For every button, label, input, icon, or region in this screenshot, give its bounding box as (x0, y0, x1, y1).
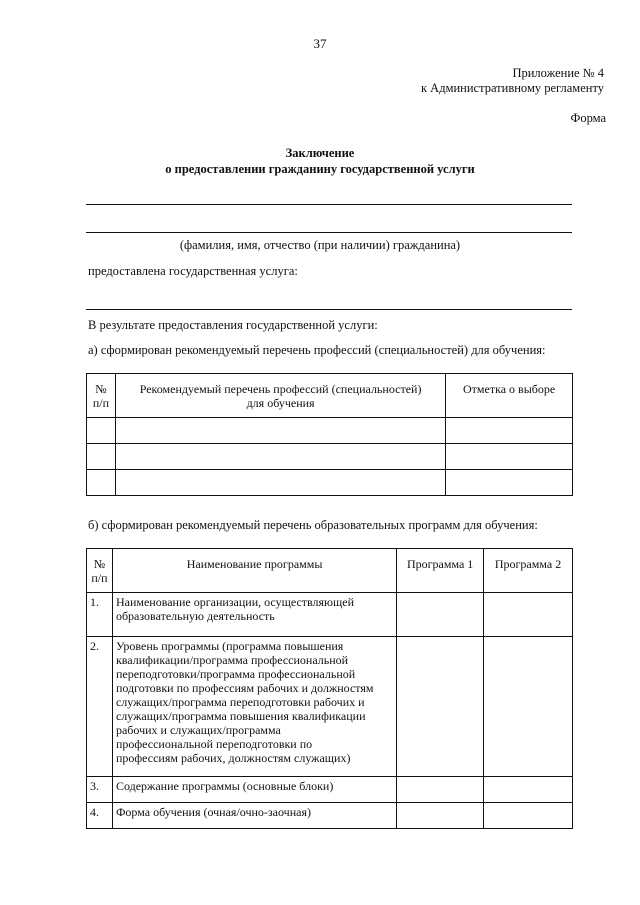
section-b-label: б) сформирован рекомендуемый перечень образовательных программ для обучения: (88, 518, 538, 532)
appendix-reference: к Административному регламенту (420, 81, 604, 95)
header-profession-line1: Рекомендуемый перечень профессий (специальностей) (139, 381, 422, 396)
form-label: Форма (570, 111, 606, 125)
service-provided-label: предоставлена государственная услуга: (88, 264, 298, 278)
cell-program-attribute (112, 637, 396, 777)
cell-number: 4. (87, 803, 113, 829)
table-row (87, 444, 573, 470)
header-program-2 (484, 549, 573, 593)
header-number (87, 549, 113, 593)
row-text-line: образовательную деятельность (115, 609, 275, 623)
document-subtitle: о предоставлении гражданину государственной услуги (165, 162, 475, 176)
name-caption: (фамилия, имя, отчество (при наличии) гражданина) (179, 238, 461, 252)
cell-program-1[interactable] (397, 777, 484, 803)
professions-table (86, 373, 573, 496)
header-program-name (112, 549, 396, 593)
table-row (87, 470, 573, 496)
table-row (87, 803, 573, 829)
table-header-row (87, 374, 573, 418)
row-text-line: Наименование организации, осуществляющей (115, 595, 355, 609)
header-program-2-label: Программа 2 (494, 557, 562, 571)
table-header-row (87, 549, 573, 593)
table-row (87, 637, 573, 777)
row-text-line: подготовки по профессиям рабочих и должностям (115, 681, 374, 695)
cell-program-1[interactable] (397, 803, 484, 829)
cell-program-1[interactable] (397, 593, 484, 637)
service-blank-line[interactable] (86, 309, 572, 310)
header-profession-list (115, 374, 445, 418)
cell-profession[interactable] (115, 470, 445, 496)
row-text-line: служащих/программа повышения квалификации (115, 709, 366, 723)
name-blank-line-1[interactable] (86, 204, 572, 205)
cell-program-attribute (112, 593, 396, 637)
table-row (87, 418, 573, 444)
cell-number[interactable] (87, 470, 116, 496)
header-program-1-label: Программа 1 (406, 557, 474, 571)
name-blank-line-2[interactable] (86, 232, 572, 233)
row-text-line: рабочих и служащих/программа (115, 723, 281, 737)
cell-program-1[interactable] (397, 637, 484, 777)
cell-selection-mark[interactable] (446, 470, 573, 496)
row-text-line: профессиональной переподготовки по (115, 737, 313, 751)
header-program-name-label: Наименование программы (186, 557, 323, 571)
row-text-line: Форма обучения (очная/очно-заочная) (115, 805, 311, 819)
cell-program-2[interactable] (484, 637, 573, 777)
row-text-line: Уровень программы (программа повышения (115, 639, 344, 653)
cell-program-2[interactable] (484, 777, 573, 803)
cell-profession[interactable] (115, 418, 445, 444)
cell-number: 2. (87, 637, 113, 777)
row-text-line: профессиям рабочих, должностям служащих) (115, 751, 351, 765)
cell-number[interactable] (87, 418, 116, 444)
header-number-line2: п/п (91, 570, 108, 585)
cell-number[interactable] (87, 444, 116, 470)
header-number-line1: № (93, 556, 106, 571)
programs-table (86, 548, 573, 829)
header-number-line2: п/п (92, 395, 110, 410)
cell-number: 3. (87, 777, 113, 803)
result-label: В результате предоставления государственной услуги: (88, 318, 378, 332)
header-number-line1: № (95, 381, 107, 396)
cell-program-attribute (112, 777, 396, 803)
section-a-label: а) сформирован рекомендуемый перечень профессий (специальностей) для обучения: (88, 343, 546, 357)
row-text-line: квалификации/программа профессиональной (115, 653, 349, 667)
header-number (87, 374, 116, 418)
document-title: Заключение (285, 146, 355, 160)
cell-profession[interactable] (115, 444, 445, 470)
cell-selection-mark[interactable] (446, 418, 573, 444)
table-row (87, 777, 573, 803)
cell-program-attribute (112, 803, 396, 829)
cell-program-2[interactable] (484, 593, 573, 637)
cell-number: 1. (87, 593, 113, 637)
cell-selection-mark[interactable] (446, 444, 573, 470)
page-number: 37 (313, 36, 327, 51)
table-row (87, 593, 573, 637)
row-text-line: служащих/программа переподготовки рабочих и (115, 695, 365, 709)
row-text-line: Содержание программы (основные блоки) (115, 779, 334, 793)
header-selection-mark-label: Отметка о выборе (463, 382, 556, 396)
cell-program-2[interactable] (484, 803, 573, 829)
header-program-1 (397, 549, 484, 593)
row-text-line: переподготовки/программа профессиональной (115, 667, 356, 681)
appendix-number: Приложение № 4 (512, 66, 604, 80)
header-profession-line2: для обучения (246, 395, 315, 410)
header-selection-mark (446, 374, 573, 418)
